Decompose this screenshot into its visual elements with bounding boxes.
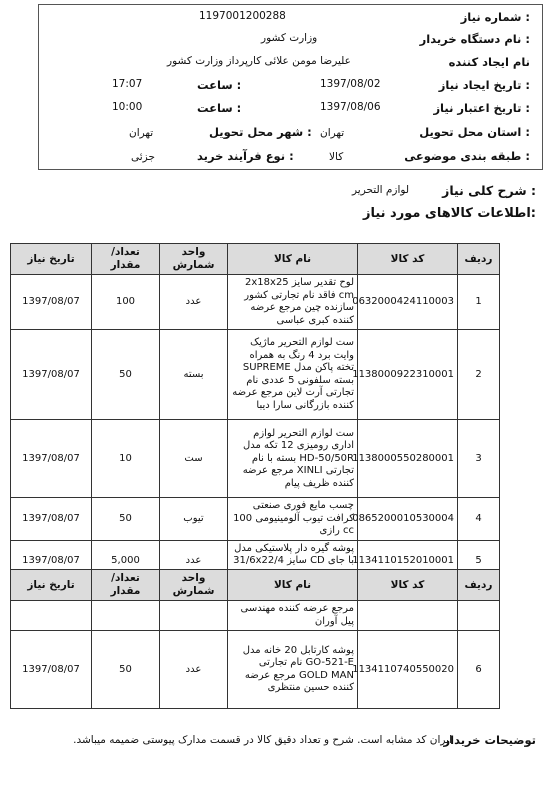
items-table-header-row	[11, 570, 500, 601]
created-date-value: 1397/08/02	[320, 78, 381, 90]
item-name: ست لوازم التحریر ماژیک وایت برد 4 رنگ به همراه تخته پاکن مدل SUPREME بسته سلفونی 5 عددی نام تجارتی آرت لاین مرجع عرضه کننده بازرگانی سارا دیبا	[228, 330, 358, 420]
item-unit: عدد	[160, 275, 228, 330]
need-header-box	[38, 4, 543, 170]
table-row	[11, 275, 500, 330]
table-row	[11, 498, 500, 541]
item-code: 0632000424110003	[358, 275, 458, 330]
purchase-type-label: نوع فرآیند خرید :	[197, 149, 294, 163]
items-table-header-row	[11, 244, 500, 275]
creator-label: نام ایجاد کننده	[448, 55, 530, 69]
row-number	[458, 601, 500, 631]
col-row-header: ردیف	[458, 244, 500, 275]
table-row	[11, 631, 500, 709]
col-date-header: تاریخ نیاز	[11, 570, 92, 601]
item-qty: 100	[92, 275, 160, 330]
row-number: 4	[458, 498, 500, 541]
item-qty: 50	[92, 498, 160, 541]
buyer-org-value: وزارت کشور	[261, 32, 318, 44]
item-code	[358, 601, 458, 631]
buyer-notes-label: توضیحات خریدار	[443, 733, 536, 747]
item-unit	[160, 601, 228, 631]
need-number-value: 1197001200288	[199, 10, 286, 22]
col-row-header: ردیف	[458, 570, 500, 601]
item-qty: 50	[92, 631, 160, 709]
delivery-province-value: تهران	[320, 127, 345, 139]
delivery-province-label: استان محل تحویل :	[419, 125, 530, 139]
row-number: 6	[458, 631, 500, 709]
item-qty: 50	[92, 330, 160, 420]
items-table	[10, 243, 500, 583]
row-number: 1	[458, 275, 500, 330]
valid-time-label: ساعت :	[197, 101, 242, 115]
col-code-header: کد کالا	[358, 570, 458, 601]
created-time-label: ساعت :	[197, 78, 242, 92]
buyer-notes-text: ایران کد مشابه است. شرح و تعداد دقیق کالا در قسمت مدارک پیوستی ضمیمه میباشد.	[73, 734, 452, 746]
col-name-header: نام کالا	[228, 570, 358, 601]
item-name: پوشه گیره دار پلاستیکی مدل با جای CD سایز 31/6x22/4	[228, 540, 358, 583]
table-row	[11, 601, 500, 631]
item-name: لوح تقدیر سایز 2x18x25 cm فاقد نام تجارتی کشور سازنده چین مرجع عرضه کننده کبری عباسی	[228, 275, 358, 330]
item-qty	[92, 601, 160, 631]
items-section-title: اطلاعات کالاهای مورد نیاز:	[362, 206, 536, 221]
summary-label: شرح کلی نیاز :	[442, 183, 536, 198]
item-code: 1134110152010001	[358, 540, 458, 583]
row-number: 3	[458, 420, 500, 498]
item-date	[11, 601, 92, 631]
buyer-org-label: نام دستگاه خریدار :	[419, 32, 530, 46]
item-name: چسب مایع فوری صنعتی کرافت تیوب آلومینیومی 100 cc رازی	[228, 498, 358, 541]
items-table-continued	[10, 569, 500, 709]
creator-value: علیرضا مومن علائی کارپرداز وزارت کشور	[167, 55, 351, 67]
row-number: 2	[458, 330, 500, 420]
col-unit-header: واحد شمارش	[160, 570, 228, 601]
item-date: 1397/08/07	[11, 540, 92, 583]
item-unit: بسته	[160, 330, 228, 420]
item-code: 0865200010530004	[358, 498, 458, 541]
item-name: مرجع عرضه کننده مهندسی پیل آوران	[228, 601, 358, 631]
col-qty-header: تعداد/ مقدار	[92, 570, 160, 601]
item-unit: عدد	[160, 631, 228, 709]
valid-time-value: 10:00	[112, 101, 143, 113]
created-date-label: تاریخ ایجاد نیاز :	[438, 78, 530, 92]
category-label: طبقه بندی موضوعی :	[404, 149, 530, 163]
col-unit-header: واحد شمارش	[160, 244, 228, 275]
item-date: 1397/08/07	[11, 420, 92, 498]
col-name-header: نام کالا	[228, 244, 358, 275]
col-code-header: کد کالا	[358, 244, 458, 275]
col-date-header: تاریخ نیاز	[11, 244, 92, 275]
item-date: 1397/08/07	[11, 498, 92, 541]
item-name: پوشه کارتابل 20 خانه مدل GO-521-E نام تجارتی GOLD MAN مرجع عرضه کننده حسین منتظری	[228, 631, 358, 709]
summary-value: لوازم التحریر	[352, 184, 410, 196]
item-code: 1138000922310001	[358, 330, 458, 420]
valid-date-label: تاریخ اعتبار نیاز :	[433, 101, 530, 115]
need-number-label: شماره نیاز :	[460, 10, 530, 24]
item-qty: 5,000	[92, 540, 160, 583]
purchase-type-value: جزئی	[131, 151, 155, 163]
delivery-city-label: شهر محل تحویل :	[209, 125, 312, 139]
item-unit: عدد	[160, 540, 228, 583]
col-qty-header: تعداد/ مقدار	[92, 244, 160, 275]
item-date: 1397/08/07	[11, 275, 92, 330]
item-qty: 10	[92, 420, 160, 498]
table-row	[11, 420, 500, 498]
item-unit: تیوب	[160, 498, 228, 541]
valid-date-value: 1397/08/06	[320, 101, 381, 113]
item-unit: ست	[160, 420, 228, 498]
category-value: کالا	[329, 151, 344, 163]
table-row	[11, 330, 500, 420]
item-code: 1134110740550020	[358, 631, 458, 709]
item-name: ست لوازم التحریر لوازم اداری رومیزی 12 تکه مدل HD-50/50R بسته با نام تجارتی XINLI مرجع عرضه کننده ظریف پیام	[228, 420, 358, 498]
created-time-value: 17:07	[112, 78, 143, 90]
delivery-city-value: تهران	[129, 127, 154, 139]
item-date: 1397/08/07	[11, 330, 92, 420]
row-number: 5	[458, 540, 500, 583]
item-date: 1397/08/07	[11, 631, 92, 709]
item-code: 1138000550280001	[358, 420, 458, 498]
